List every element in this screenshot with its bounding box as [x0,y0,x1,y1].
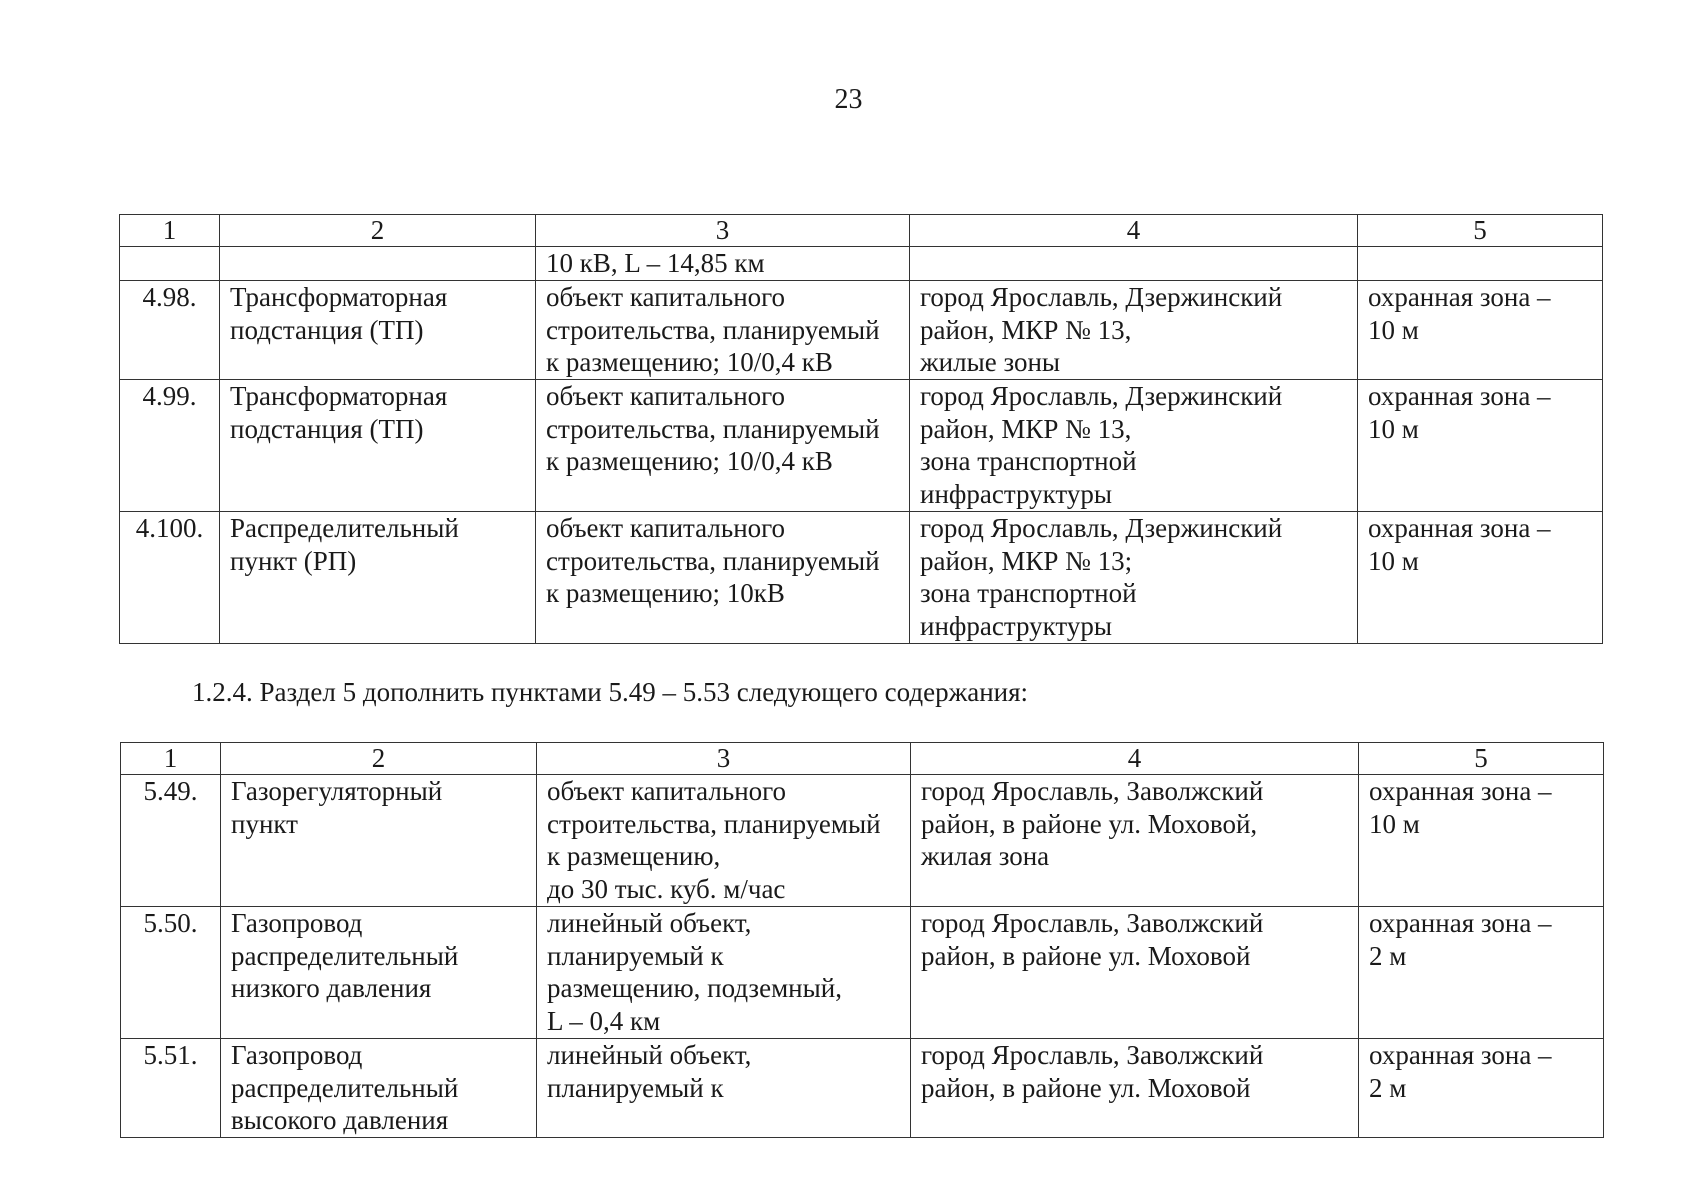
cell-location: город Ярославль, Заволжский район, в районе ул. Моховой [911,907,1359,1039]
cell-location: город Ярославль, Дзержинский район, МКР № 13; зона транспортной инфраструктуры [910,512,1358,644]
cell-name [220,247,536,281]
column-header: 5 [1358,215,1603,247]
column-header: 1 [121,743,221,775]
cell-zone: охранная зона – 10 м [1358,281,1603,380]
cell-number: 4.98. [120,281,220,380]
table-row [121,775,1604,907]
column-header: 3 [536,215,910,247]
cell-name: Распределительный пункт (РП) [220,512,536,644]
cell-zone: охранная зона – 10 м [1358,380,1603,512]
cell-name: Газорегуляторный пункт [221,775,537,907]
column-header: 5 [1359,743,1604,775]
cell-description: объект капитального строительства, планируемый к размещению; 10/0,4 кВ [536,281,910,380]
cell-zone: охранная зона – 10 м [1358,512,1603,644]
cell-number: 4.99. [120,380,220,512]
cell-zone [1358,247,1603,281]
column-header: 2 [220,215,536,247]
column-header: 4 [910,215,1358,247]
table-row [120,281,1603,380]
page-number: 23 [834,84,863,115]
cell-description: линейный объект, планируемый к размещению, подземный, L – 0,4 км [537,907,911,1039]
cell-zone: охранная зона – 2 м [1359,907,1604,1039]
cell-location: город Ярославль, Заволжский район, в районе ул. Моховой, жилая зона [911,775,1359,907]
section-amendment-text: 1.2.4. Раздел 5 дополнить пунктами 5.49 – 5.53 следующего содержания: [192,677,1029,707]
column-header: 1 [120,215,220,247]
cell-name: Трансформаторная подстанция (ТП) [220,281,536,380]
cell-name: Газопровод распределительный высокого давления [221,1039,537,1138]
column-header: 2 [221,743,537,775]
cell-location: город Ярославль, Дзержинский район, МКР № 13, жилые зоны [910,281,1358,380]
table-row [121,1039,1604,1138]
cell-description: объект капитального строительства, планируемый к размещению, до 30 тыс. куб. м/час [537,775,911,907]
table-row [120,512,1603,644]
column-header: 4 [911,743,1359,775]
cell-number: 5.50. [121,907,221,1039]
cell-location: город Ярославль, Дзержинский район, МКР № 13, зона транспортной инфраструктуры [910,380,1358,512]
cell-description: линейный объект, планируемый к [537,1039,911,1138]
table-row-continuation [120,247,1603,281]
cell-number: 5.51. [121,1039,221,1138]
cell-name: Газопровод распределительный низкого давления [221,907,537,1039]
cell-description: объект капитального строительства, планируемый к размещению; 10кВ [536,512,910,644]
objects-table-section-4 [119,214,1603,644]
cell-number: 5.49. [121,775,221,907]
cell-number [120,247,220,281]
column-header: 3 [537,743,911,775]
cell-location [910,247,1358,281]
cell-zone: охранная зона – 2 м [1359,1039,1604,1138]
table-header-row [120,215,1603,247]
objects-table-section-5 [120,742,1604,1138]
cell-description: 10 кВ, L – 14,85 км [536,247,910,281]
cell-name: Трансформаторная подстанция (ТП) [220,380,536,512]
table-row [120,380,1603,512]
cell-number: 4.100. [120,512,220,644]
table-header-row [121,743,1604,775]
table-row [121,907,1604,1039]
cell-zone: охранная зона – 10 м [1359,775,1604,907]
cell-location: город Ярославль, Заволжский район, в районе ул. Моховой [911,1039,1359,1138]
cell-description: объект капитального строительства, планируемый к размещению; 10/0,4 кВ [536,380,910,512]
